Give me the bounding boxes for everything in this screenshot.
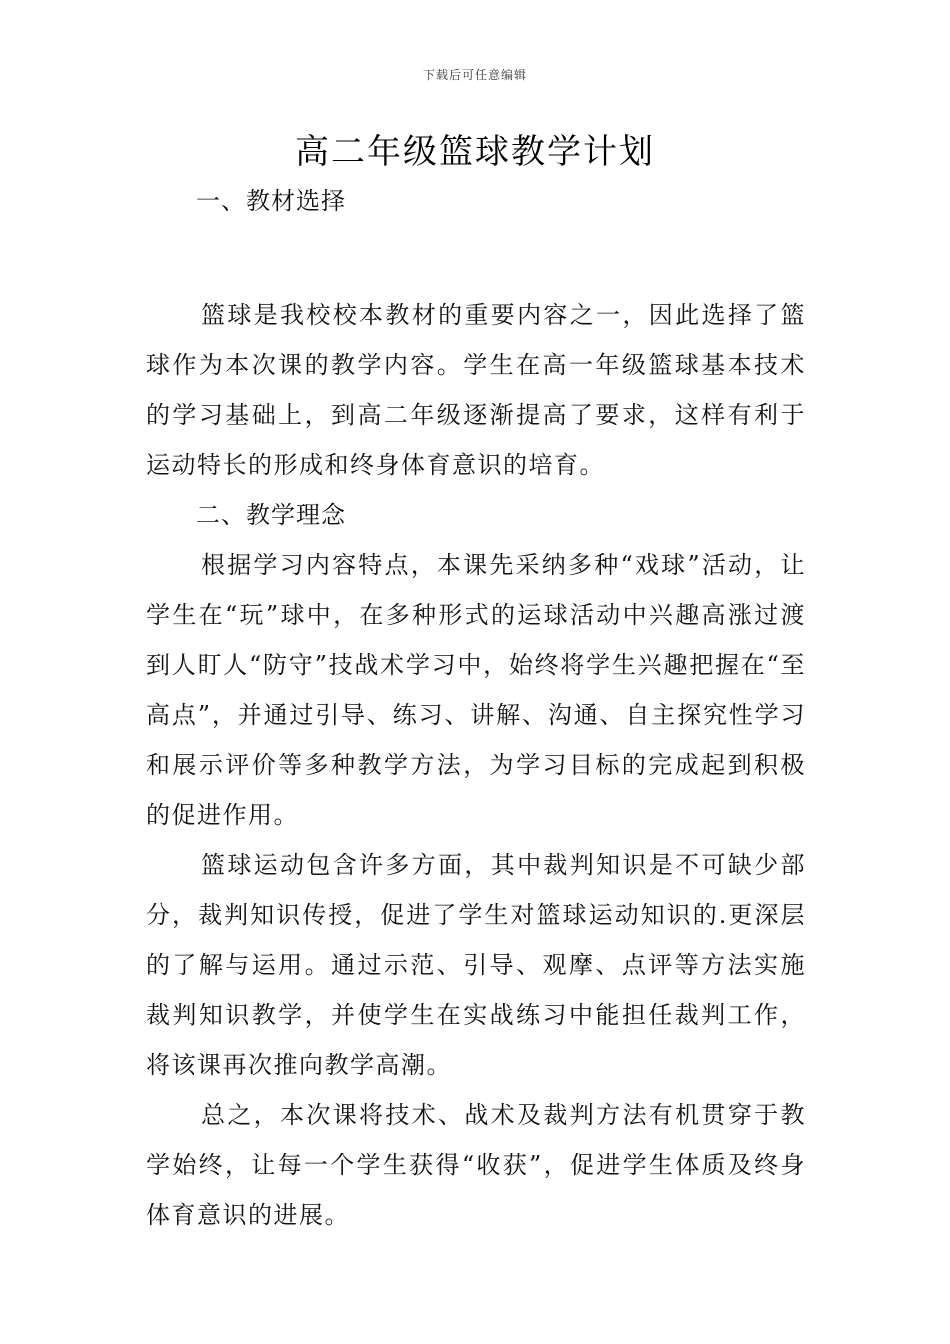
header-note: 下载后可任意编辑 xyxy=(422,68,527,82)
section-heading-materials: 一、教材选择 xyxy=(196,187,346,215)
paragraph-philosophy-2: 篮球运动包含许多方面，其中裁判知识是不可缺少部分，裁判知识传授，促进了学生对篮球运动知识的.更深层的了解与运用。通过示范、引导、观摩、点评等方法实施裁判知识教学，并使学生在实战练习中能担任裁判工作，将该课再次推向教学高潮。 xyxy=(146,851,806,1079)
document-body xyxy=(146,176,806,1240)
paragraph-philosophy-1: 根据学习内容特点，本课先采纳多种“戏球”活动，让学生在“玩”球中，在多种形式的运球活动中兴趣高涨过渡到人盯人“防守”技战术学习中，始终将学生兴趣把握在“至高点”，并通过引导、练习、讲解、沟通、自主探究性学习和展示评价等多种教学方法，为学习目标的完成起到积极的促进作用。 xyxy=(146,551,806,829)
paragraph-philosophy-3: 总之，本次课将技术、战术及裁判方法有机贯穿于教学始终，让每一个学生获得“收获”，促进学生体质及终身体育意识的进展。 xyxy=(146,1101,806,1229)
page-title: 高二年级篮球教学计划 xyxy=(295,132,655,172)
blank-line xyxy=(146,226,806,290)
paragraph-materials: 篮球是我校校本教材的重要内容之一，因此选择了篮球作为本次课的教学内容。学生在高一年级篮球基本技术的学习基础上，到高二年级逐渐提高了要求，这样有利于运动特长的形成和终身体育意识的培育。 xyxy=(146,301,806,479)
section-heading-philosophy: 二、教学理念 xyxy=(196,501,346,529)
